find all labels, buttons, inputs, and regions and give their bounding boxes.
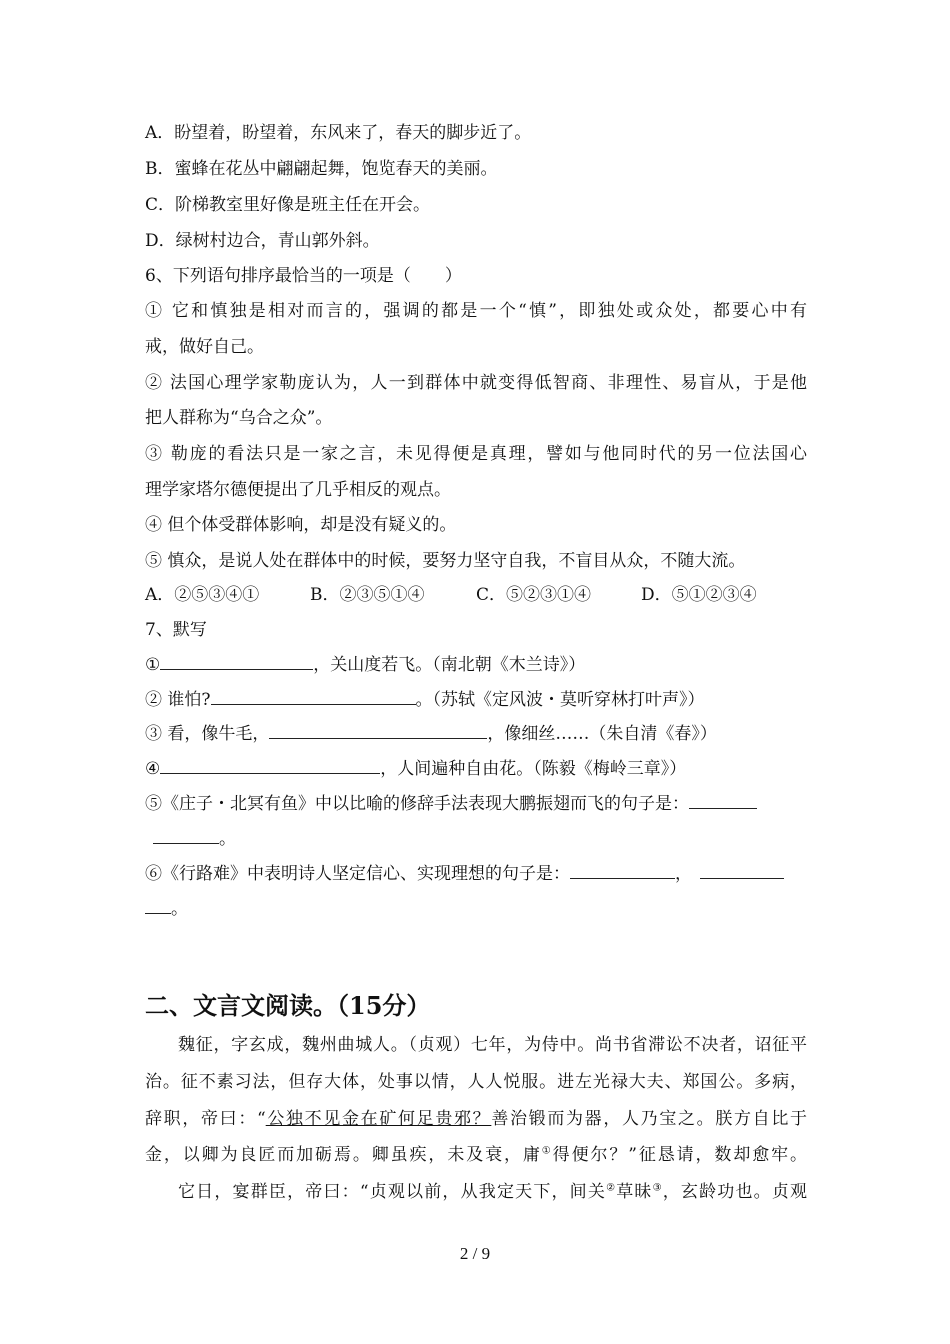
q7-item-5: [145, 791, 807, 816]
q7-item-1: [145, 652, 807, 677]
q7-item-4-text: ，人间遍种自由花。（陈毅《梅岭三章》）: [380, 759, 687, 779]
q6-sentence-2-line1: ② 法国心理学家勒庞认为，人一到群体中就变得低智商、非理性、易盲从，于是他: [145, 373, 807, 393]
passage-p2-line1: 它日，宴群臣，帝曰：“贞观以前，从我定天下，间关②草昧③，玄龄功也。贞观: [178, 1182, 808, 1202]
q6-stem: 6、下列语句排序最恰当的一项是（ ）: [145, 266, 462, 286]
q5-option-c: C．阶梯教室里好像是班主任在开会。: [145, 195, 431, 215]
q7-item-1-text: ，关山度若飞。（南北朝《木兰诗》）: [313, 655, 586, 675]
q6-option-a: A．②⑤③④①: [145, 585, 260, 605]
q7-item-6-end: 。: [171, 899, 188, 919]
q6-sentence-1-line2: 戒，做好自己。: [145, 337, 264, 357]
page-number: 2 / 9: [459, 1244, 491, 1263]
footnote-mark-3: ③: [652, 1182, 663, 1194]
q7-item-3: [145, 721, 807, 746]
q7-item-3-text: ，像细丝……（朱自清《春》）: [487, 724, 717, 744]
q7-item-2-blank[interactable]: [211, 687, 416, 705]
q7-item-5-text: ⑤《庄子・北冥有鱼》中以比喻的修辞手法表现大鹏振翅而飞的句子是：: [145, 794, 689, 814]
q6-sentence-3-line1: ③ 勒庞的看法只是一家之言，未见得便是真理，譬如与他同时代的另一位法国心: [145, 444, 807, 464]
q6-sentence-3-line2: 理学家塔尔德便提出了几乎相反的观点。: [145, 480, 451, 500]
q6-sentence-5: ⑤ 慎众，是说人处在群体中的时候，要努力坚守自我，不盲目从众，不随大流。: [145, 551, 746, 571]
q7-item-5-continued: [145, 826, 807, 851]
passage-p1-line2: 治。征不素习法，但存大体，处事以情，人人悦服。进左光禄大夫、郑国公。多病，: [145, 1072, 807, 1092]
q7-item-6-blank-c[interactable]: [145, 896, 171, 914]
q7-item-1-blank[interactable]: [160, 652, 313, 670]
passage-p1-line4: 金，以卿为良匠而加砺焉。卿虽疾，未及衰，庸①得便尔？”征恳请，数却愈牢。: [145, 1145, 807, 1165]
q7-item-6: [145, 861, 807, 886]
q6-sentence-2-line2: 把人群称为“乌合之众”。: [145, 408, 333, 428]
passage-p1-line3: 辞职，帝曰：“公独不见金在矿何足贵邪？善治锻而为器，人乃宝之。朕方自比于: [145, 1109, 807, 1129]
q6-option-b: B．②③⑤①④: [310, 585, 425, 605]
footnote-mark-1: ①: [541, 1145, 553, 1157]
q5-option-b: B．蜜蜂在花丛中翩翩起舞，饱览春天的美丽。: [145, 159, 498, 179]
q6-option-c: C．⑤②③①④: [476, 585, 592, 605]
q7-item-3-blank[interactable]: [269, 721, 487, 739]
q6-option-d: D．⑤①②③④: [641, 585, 757, 605]
section-2-title: 二、文言文阅读。（15分）: [145, 991, 431, 1020]
q6-sentence-1-line1: ① 它和慎独是相对而言的，强调的都是一个“慎”，即独处或众处，都要心中有: [145, 301, 807, 321]
q7-item-5-blank-a[interactable]: [689, 791, 757, 809]
q7-item-3-prefix: ③ 看，像牛毛，: [145, 724, 270, 744]
q7-stem: 7、默写: [145, 620, 207, 640]
underlined-sentence: 公独不见金在矿何足贵邪？: [265, 1109, 492, 1129]
q7-item-6-comma: ，: [675, 864, 692, 884]
q7-item-2-number: ② 谁怕?: [145, 690, 211, 710]
q7-item-2-text: 。（苏轼《定风波・莫听穿林打叶声》）: [415, 690, 705, 710]
q7-item-4: [145, 756, 807, 781]
passage-p1-line1: 魏征，字玄成，魏州曲城人。（贞观）七年，为侍中。尚书省滞讼不决者，诏征平: [178, 1035, 807, 1055]
q7-item-6-text: ⑥《行路难》中表明诗人坚定信心、实现理想的句子是：: [145, 864, 570, 884]
q6-answer-options: [145, 583, 807, 607]
q7-item-2: [145, 687, 807, 712]
footnote-mark-2: ②: [606, 1182, 617, 1194]
q7-item-5-end: 。: [219, 829, 236, 849]
q7-item-6-blank-a[interactable]: [570, 861, 675, 879]
q7-item-6-continued: [145, 896, 807, 921]
q7-item-4-number: ④: [145, 759, 161, 779]
q7-item-5-blank-b[interactable]: [153, 826, 219, 844]
q7-item-6-blank-b[interactable]: [700, 861, 784, 879]
q5-option-a: A．盼望着，盼望着，东风来了，春天的脚步近了。: [145, 123, 532, 143]
q5-option-d: D．绿树村边合，青山郭外斜。: [145, 231, 380, 251]
q7-item-4-blank[interactable]: [160, 756, 380, 774]
q7-item-1-number: ①: [145, 655, 161, 675]
q6-sentence-4: ④ 但个体受群体影响，却是没有疑义的。: [145, 515, 457, 535]
